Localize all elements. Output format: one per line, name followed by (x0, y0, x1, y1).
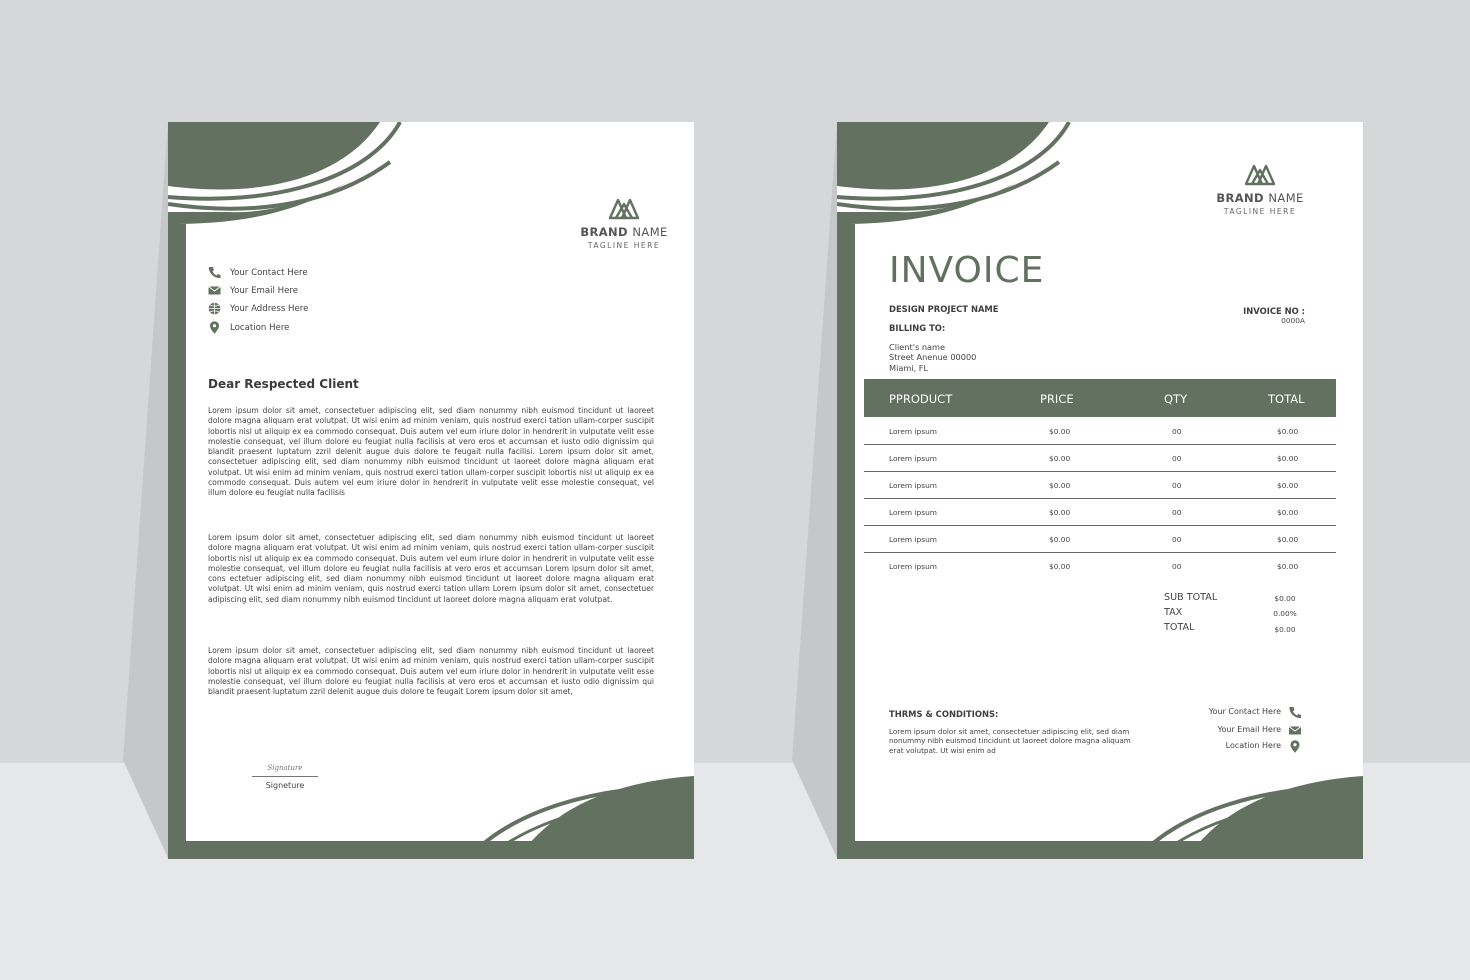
brand-block (558, 196, 690, 250)
cell-price: $0.00 (1049, 454, 1071, 463)
body-paragraph: Lorem ipsum dolor sit amet, consectetuer adipiscing elit, sed diam nonummy nibh euismod tincidunt ut laoreet dolore magna aliquam erat volutpat. Ut wisi enim ad minim veniam, quis nostrud exerci tation ullam-corper suscipit lobortis nisl ut aliquip ex ea commodo consequat. Duis autem vel eum iriure dolor in hendrerit in vulputate velit esse molestie consequat, vel illum dolore eu feugiat nulla facilisis at vero eros et accumsan et iusto odio dignissim qui blandit praesent luptatum zzril delenit augue duis dolore te feugait Lorem ipsum dolor sit amet, (208, 646, 654, 697)
cell-total: $0.00 (1277, 508, 1299, 517)
cell-qty: 00 (1172, 481, 1182, 490)
cell-product: Lorem ipsum (889, 562, 937, 571)
invoice-number: 0000A (1281, 316, 1305, 325)
column-header-product: PPRODUCT (889, 392, 953, 406)
invoice-contact-email-text: Your Email Here (1217, 725, 1281, 734)
contact-location-text: Location Here (230, 322, 290, 333)
invoice-contact-location-text: Location Here (1225, 741, 1281, 750)
cell-price: $0.00 (1049, 535, 1071, 544)
contact-address (208, 302, 308, 315)
column-header-qty: QTY (1164, 392, 1188, 406)
phone-icon (1288, 706, 1302, 719)
letterhead-page (168, 122, 694, 859)
table-row (864, 526, 1336, 553)
cell-qty: 00 (1172, 535, 1182, 544)
body-paragraph: Lorem ipsum dolor sit amet, consectetuer adipiscing elit, sed diam nonummy nibh euismod tincidunt ut laoreet dolore magna aliquam erat volutpat. Ut wisi enim ad minim veniam, quis nostrud exerci tation ullam-corper suscipit lobortis nisl ut aliquip ex ea commodo consequat. Duis autem vel eum iriure dolor in hendrerit in vulputate velit esse molestie consequat, vel illum dolore eu feugiat nulla facilisis at vero eros et accumsan Lorem ipsum dolor sit amet, cons ectetuer adipiscing elit, sed diam nonummy nibh euismod tincidunt ut laoreet dolore magna aliquam erat volutpat. Ut wisi enim ad minim veniam, quis nostrud exerci tation ullam Lorem ipsum dolor sit amet, consectetuer adipiscing elit, sed diam nonummy nibh euismod tincidunt ut laoreet dolore magna aliquam erat volutpat. (208, 533, 654, 604)
contact-email (208, 284, 298, 297)
cell-total: $0.00 (1277, 454, 1299, 463)
contact-address-text: Your Address Here (230, 303, 309, 314)
brand-logo-icon (1242, 162, 1278, 186)
cell-qty: 00 (1172, 508, 1182, 517)
cell-total: $0.00 (1277, 427, 1299, 436)
email-icon (1288, 724, 1302, 737)
cell-qty: 00 (1172, 562, 1182, 571)
invoice-contact-phone-text: Your Contact Here (1208, 707, 1281, 716)
cell-product: Lorem ipsum (889, 481, 937, 490)
subtotal-label: SUB TOTAL (1164, 592, 1218, 603)
email-icon (208, 284, 221, 297)
cell-product: Lorem ipsum (889, 427, 937, 436)
contact-location (208, 321, 289, 334)
table-row (864, 553, 1336, 580)
brand-name: BRAND NAME (580, 225, 668, 239)
cell-total: $0.00 (1277, 562, 1299, 571)
column-header-total: TOTAL (1268, 392, 1305, 406)
table-row (864, 418, 1336, 445)
contact-phone (208, 266, 308, 279)
brand-block (1194, 162, 1326, 216)
client-city: Miami, FL (889, 363, 929, 373)
salutation: Dear Respected Client (208, 377, 359, 391)
cell-total: $0.00 (1277, 535, 1299, 544)
tax-label: TAX (1164, 607, 1183, 618)
cell-price: $0.00 (1049, 481, 1071, 490)
body-paragraph: Lorem ipsum dolor sit amet, consectetuer adipiscing elit, sed diam nonummy nibh euismod tincidunt ut laoreet dolore magna aliquam erat volutpat. Ut wisi enim ad minim veniam, quis nostrud exerci tation ullam-corper suscipit lobortis nisl ut aliquip ex ea commodo consequat. Duis autem vel eum iriure dolor in hendrerit in vulputate velit esse molestie consequat, vel illum dolore eu feugiat nulla facilisis at vero eros et accumsan et iusto odio dignissim qui blandit praesent luptatum zzril delenit augue duis dolore te feugait nulla facilisi. Lorem ipsum dolor sit amet, consectetuer adipiscing elit, sed diam nonummy nibh euismod tincidunt ut laoreet dolore magna aliquam erat volutpat. Ut wisi enim ad minim veniam, quis nostrud exerci tation ullam-corper suscipit lobortis nisl ut aliquip ex ea commodo consequat. Duis autem vel eum iriure dolor in hendrerit in vulputate velit esse molestie consequat, vel illum dolore eu feugiat nulla facilisis (208, 406, 654, 498)
signature-label: Signeture (265, 781, 305, 790)
signature-script: Signature (267, 764, 303, 772)
invoice-title: INVOICE (889, 250, 1045, 291)
brand-tagline: TAGLINE HERE (1223, 207, 1297, 216)
location-pin-icon (1288, 740, 1302, 753)
cell-total: $0.00 (1277, 481, 1299, 490)
brand-name: BRAND NAME (1216, 191, 1304, 205)
terms-text: Lorem ipsum dolor sit amet, consectetuer adipiscing elit, sed diam nonummy nibh euismod tincidunt ut laoreet dolore magna aliquam erat volutpat. Ut wisi enim ad (889, 727, 1131, 755)
total-label: TOTAL (1164, 622, 1195, 633)
cell-qty: 00 (1172, 454, 1182, 463)
invoice-page (837, 122, 1363, 859)
globe-icon (208, 302, 221, 315)
cell-product: Lorem ipsum (889, 535, 937, 544)
total-value: $0.00 (1274, 625, 1296, 634)
table-row (864, 445, 1336, 472)
location-pin-icon (208, 321, 221, 334)
cell-price: $0.00 (1049, 508, 1071, 517)
cell-price: $0.00 (1049, 562, 1071, 571)
cell-price: $0.00 (1049, 427, 1071, 436)
terms-title: THRMS & CONDITIONS: (889, 709, 999, 719)
cell-product: Lorem ipsum (889, 454, 937, 463)
cell-qty: 00 (1172, 427, 1182, 436)
subtotal-value: $0.00 (1274, 594, 1296, 603)
tax-value: 0.00% (1273, 609, 1297, 618)
project-name: DESIGN PROJECT NAME (889, 304, 999, 314)
client-name: Client's name (889, 342, 946, 352)
brand-logo-icon (606, 196, 642, 220)
phone-icon (208, 266, 221, 279)
table-row (864, 472, 1336, 499)
contact-email-text: Your Email Here (230, 285, 299, 296)
brand-tagline: TAGLINE HERE (587, 241, 661, 250)
table-header (864, 379, 1336, 417)
invoice-number-label: INVOICE NO : (1243, 306, 1305, 316)
cell-product: Lorem ipsum (889, 508, 937, 517)
contact-phone-text: Your Contact Here (230, 267, 308, 278)
client-street: Street Anenue 00000 (889, 352, 977, 362)
signature-line (252, 776, 318, 777)
column-header-price: PRICE (1040, 392, 1074, 406)
billing-label: BILLING TO: (889, 323, 946, 333)
table-row (864, 499, 1336, 526)
